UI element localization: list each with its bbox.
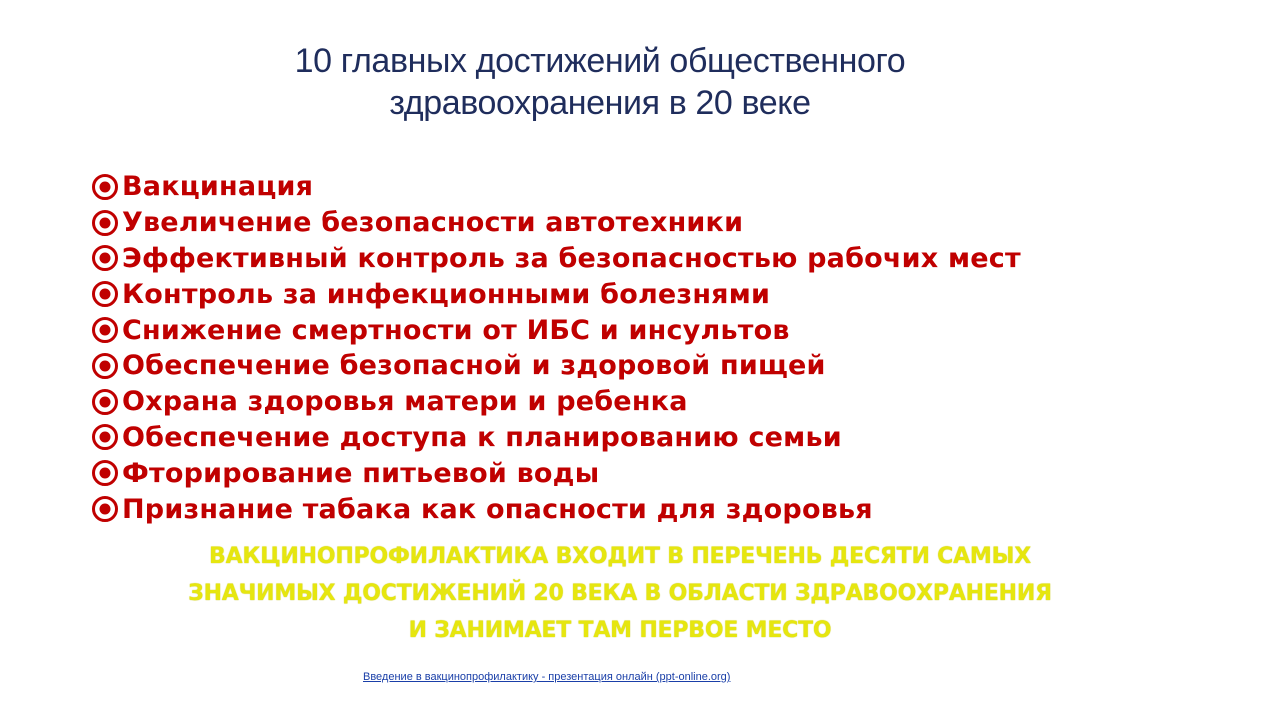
achievement-item [90,348,1090,384]
slide-title-line-1: 10 главных достижений общественного [294,42,906,80]
achievements-list [90,169,1090,527]
achievement-label: Эффективный контроль за безопасностью рабочих мест [122,242,1021,274]
achievement-label: Увеличение безопасности автотехники [122,207,744,239]
achievement-label: Обеспечение безопасной и здоровой пищей [122,350,826,382]
radio-bullet-icon [90,243,120,273]
radio-bullet-icon [90,387,120,417]
achievement-label: Признание табака как опасности для здоровья [122,493,873,525]
achievement-item [90,491,1090,527]
source-link[interactable]: Введение в вакцинопрофилактику - презентация онлайн (ppt-online.org) [363,671,731,683]
achievement-label: Снижение смертности от ИБС и инсультов [122,314,790,346]
vaccination-callout [170,538,1070,649]
radio-bullet-icon [90,351,120,381]
achievement-label: Охрана здоровья матери и ребенка [122,386,688,418]
achievement-item [90,241,1090,277]
radio-bullet-icon [90,494,120,524]
achievement-item [90,169,1090,205]
radio-bullet-icon [90,172,120,202]
callout-line-2: ЗНАЧИМЫХ ДОСТИЖЕНИЙ 20 ВЕКА В ОБЛАСТИ ЗДРАВООХРАНЕНИЯ [188,581,1052,606]
achievement-item [90,205,1090,241]
slide-title [200,40,1000,124]
achievement-item [90,312,1090,348]
achievement-item [90,276,1090,312]
radio-bullet-icon [90,279,120,309]
radio-bullet-icon [90,422,120,452]
slide-title-line-2: здравоохранения в 20 веке [389,84,811,122]
radio-bullet-icon [90,315,120,345]
callout-line-3: И ЗАНИМАЕТ ТАМ ПЕРВОЕ МЕСТО [408,618,832,643]
achievement-label: Контроль за инфекционными болезнями [122,278,771,310]
achievement-label: Фторирование питьевой воды [122,457,600,489]
achievement-item [90,420,1090,456]
radio-bullet-icon [90,208,120,238]
radio-bullet-icon [90,458,120,488]
achievement-label: Вакцинация [122,171,314,203]
achievement-label: Обеспечение доступа к планированию семьи [122,421,842,453]
achievement-item [90,384,1090,420]
callout-line-1: ВАКЦИНОПРОФИЛАКТИКА ВХОДИТ В ПЕРЕЧЕНЬ ДЕСЯТИ САМЫХ [209,544,1031,569]
achievement-item [90,455,1090,491]
